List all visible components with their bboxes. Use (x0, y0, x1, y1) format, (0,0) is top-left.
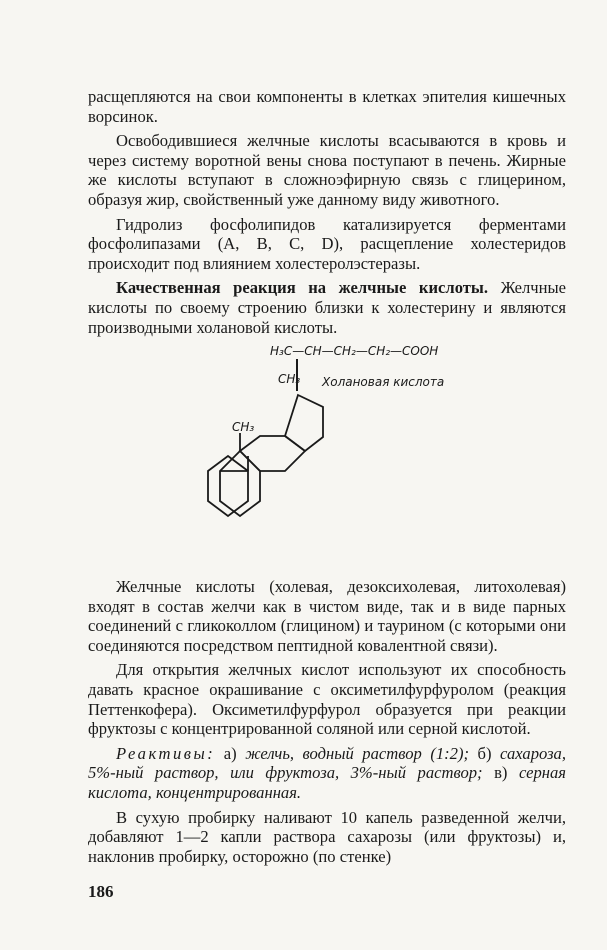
page-number: 186 (88, 882, 114, 901)
bottom-text-block (88, 577, 566, 871)
top-text-block (88, 87, 566, 342)
paragraph-1: расщепляются на свои компоненты в клетках эпителия кишечных ворсинок. (88, 87, 566, 126)
cholanic-acid-structure (180, 335, 460, 555)
paragraph-5: Для открытия желчных кислот используют их способность давать красное окрашивание с оксиметилфурфуролом (реакция Петтенкофера). Оксиметилфурфурол образуется при реакции фруктозы с концентрированной соляной или серной кислотой. (88, 660, 566, 739)
paragraph-6: В сухую пробирку наливают 10 капель разведенной желчи, добавляют 1—2 капли раствора сахарозы (или фруктозы) и, наклонив пробирку, осторожно (по стенке) (88, 807, 566, 866)
methyl-top-label: CH₃ (278, 372, 301, 386)
reagents-paragraph (88, 744, 566, 803)
section-text: Желчные кислоты по своему строению близки к холестерину и являются производными холановой кислоты. (88, 278, 566, 337)
section-heading: Качественная реакция на желчные кислоты. (116, 278, 489, 298)
ring-c (240, 436, 305, 471)
side-chain-formula: H₃C—CH—CH₂—CH₂—COOH (270, 344, 439, 358)
ring-d (285, 395, 323, 451)
paragraph-2: Освободившиеся желчные кислоты всасываются в кровь и через систему воротной вены снова поступают в печень. Жирные же кислоты вступают в сложноэфирную связь с глицерином, образуя жир, свойственный уже данному виду животного. (88, 131, 566, 209)
reagents-label: Реактивы: (116, 743, 216, 763)
reagent-c-marker: в) (482, 763, 519, 783)
reagent-b: сахароза, 5%-ный раствор, или фруктоза, 3%-ный раствор; (88, 743, 567, 783)
reagent-a-marker: а) (215, 743, 246, 763)
paragraph-4: Желчные кислоты (холевая, дезоксихолевая, литохолевая) входят в состав желчи как в чистом виде, так и в виде парных соединений с гликоколлом (глицином) и таурином (с которыми они соединяются посредством пептидной ковалентной связи). (88, 577, 566, 655)
section-paragraph (88, 278, 566, 337)
reagent-b-marker: б) (469, 743, 501, 763)
methyl-ring-label: CH₃ (232, 420, 255, 434)
paragraph-3: Гидролиз фосфолипидов катализируется ферментами фосфолипазами (А, В, С, D), расщепление холестеридов происходит под влиянием холестеролэстеразы. (88, 214, 566, 273)
compound-caption: Холановая кислота (322, 375, 445, 389)
reagent-c: серная кислота, концентрированная. (88, 763, 566, 802)
reagent-a: желчь, водный раствор (1:2); (245, 743, 470, 763)
